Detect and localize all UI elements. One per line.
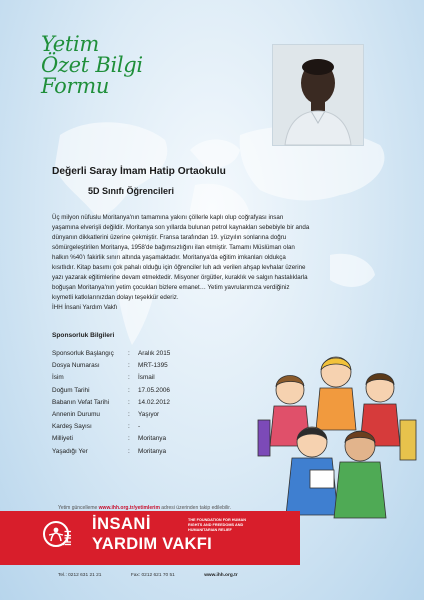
info-value: Yaşıyor — [138, 410, 160, 418]
body-line: yazı yazarak eğitimlerine devam etmektedir. Misyoner örgütler, kuraklık ve salgın hastalıklarla — [52, 274, 308, 282]
info-value: Aralık 2015 — [138, 350, 171, 357]
sponsorship-section-title: Sponsorluk Bilgileri — [52, 332, 115, 339]
child-portrait-image — [273, 45, 363, 145]
info-label: Babanın Vefat Tarihi — [52, 398, 110, 406]
tracking-url[interactable]: www.ihh.org.tr/yetimlerim — [98, 505, 160, 511]
phone-number: Tel.: 0212 631 21 21 — [58, 573, 102, 578]
info-colon: : — [128, 362, 130, 370]
school-name: Değerli Saray İmam Hatip Ortaokulu — [52, 166, 226, 177]
tracking-note-prefix: Yetim güncelleme — [58, 505, 99, 511]
signature-line: İHH İnsani Yardım Vakfı — [52, 304, 118, 312]
info-value: 17.05.2006 — [138, 386, 170, 394]
info-colon: : — [128, 386, 130, 394]
class-name: 5D Sınıfı Öğrencileri — [88, 186, 175, 196]
info-colon: : — [128, 410, 130, 418]
info-label: Sponsorluk Başlangıç — [52, 350, 114, 357]
info-colon: : — [128, 398, 130, 406]
brand-tagline: THE FOUNDATION FOR HUMAN RIGHTS AND FREEDOMS AND HUMANITARIAN RELIEF — [188, 518, 246, 532]
body-line: boğuşan Moritanya'nın yetim çocukları bizlere emanet… Yetim yavrularımıza verdiğiniz — [52, 284, 290, 292]
body-line: kısıtlıdır. Kitap basımı çok pahalı olduğu için öğrenciler luh adı verilen ahşap levhalar üzerine — [52, 264, 306, 272]
info-label: Dosya Numarası — [52, 362, 100, 370]
info-colon: : — [128, 447, 130, 455]
info-label: Annenin Durumu — [52, 410, 100, 418]
info-label: İsim — [52, 374, 64, 382]
ihh-logo-text: İHH — [63, 530, 73, 546]
orphan-photo — [272, 44, 364, 146]
info-value: 14.02.2012 — [138, 398, 170, 406]
info-value: Moritanya — [138, 435, 167, 443]
tracking-note-suffix: adresi üzerinden takip edilebilir. — [159, 505, 232, 511]
info-value: Moritanya — [138, 447, 167, 455]
website-link[interactable]: www.ihh.org.tr — [204, 573, 238, 578]
info-label: Kardeş Sayısı — [52, 423, 92, 431]
info-value: MRT-1395 — [138, 362, 168, 370]
info-colon: : — [128, 374, 130, 382]
info-colon: : — [128, 435, 130, 443]
body-line: kıymetli katkılarınızdan dolayı teşekkür ederiz. — [52, 294, 179, 302]
info-colon: : — [128, 350, 130, 357]
ihh-vertical-logo — [63, 518, 89, 558]
form-title — [41, 34, 143, 97]
title-line-1: Yetim — [41, 32, 100, 56]
info-label: Milliyeti — [52, 435, 73, 443]
info-label: Yaşadığı Yer — [52, 447, 88, 455]
info-value: - — [138, 423, 141, 431]
info-value: İsmail — [138, 374, 155, 382]
contact-info — [58, 573, 238, 578]
body-line: Üç milyon nüfuslu Moritanya'nın tamamına yakını çöllerle kaplı olup coğrafyası insan — [52, 214, 284, 221]
info-label: Doğum Tarihi — [52, 386, 90, 394]
brand-name-line-1: İNSANİ — [92, 515, 151, 533]
children-illustration — [250, 350, 424, 528]
country-description — [52, 213, 362, 313]
info-colon: : — [128, 423, 130, 431]
fax-number: Fax: 0212 621 70 51 — [130, 573, 175, 578]
body-line: sömürgeleştirilen Moritanya, 1958'de bağımsızlığını ilan etmiştir. Tamamı Müslüman olan — [52, 244, 295, 252]
body-line: yaşamına elverişli değildir. Moritanya son yıllarda bulunan petrol kaynakları sebebiyle bir anda — [52, 224, 310, 232]
brand-name-line-2: YARDIM VAKFI — [92, 535, 213, 553]
title-line-2: Özet Bilgi — [41, 53, 143, 77]
body-line: dünyanın dikkatlerini üzerine çekmiştir. Fransa tarafından 19. yüzyılın sonlarına doğru — [52, 234, 287, 242]
body-line: halkın %40'ı fakirlik sınırı altında yaşamaktadır. Moritanya'da eğitim imkanları oldukça — [52, 254, 286, 262]
title-line-3: Formu — [41, 74, 110, 98]
